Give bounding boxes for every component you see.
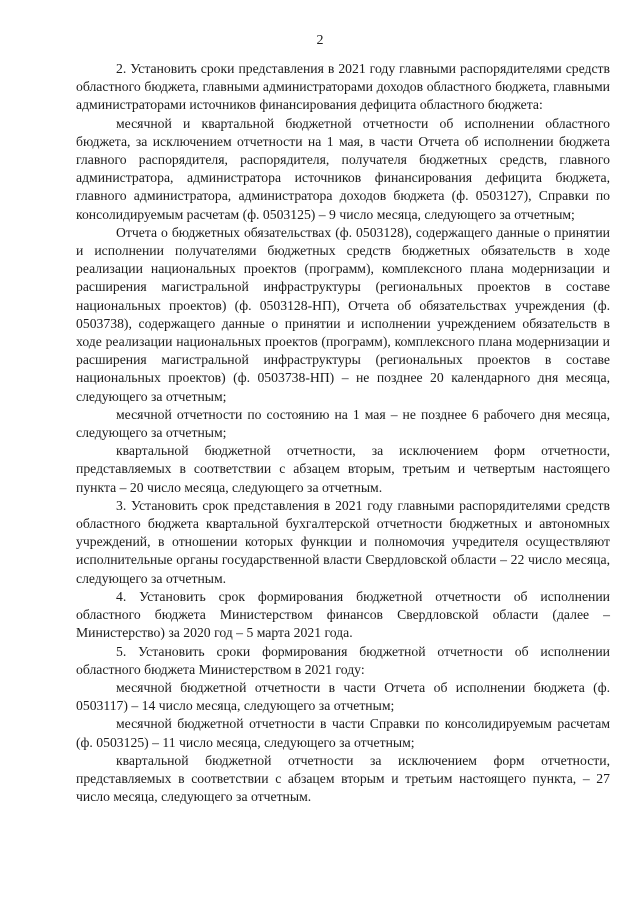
document-body <box>76 60 610 806</box>
page-number: 2 <box>316 33 324 48</box>
paragraph-quarterly-deadline: квартальной бюджетной отчетности, за исключением форм отчетности, представляемых в соответствии с абзацем вторым, третьим и четвертым настоящего пункта – 20 число месяца, следующего за отчетным. <box>76 443 610 495</box>
paragraph-may-deadline: месячной отчетности по состоянию на 1 мая – не позднее 6 рабочего дня месяца, следующего за отчетным; <box>76 406 610 441</box>
paragraph-monthly-quarterly-deadline: месячной и квартальной бюджетной отчетности об исполнении областного бюджета, за исключением отчетности на 1 мая, в части Отчета об исполнении бюджета главного распорядителя, распорядителя, получателя бюджетных средств, главного администратора, администратора источников финансирования дефицита бюджета, главного администратора, администратора доходов бюджета (ф. 0503127), Справки по консолидируемым расчетам (ф. 0503125) – 9 число месяца, следующего за отчетным; <box>76 115 610 222</box>
paragraph-item-5: 5. Установить сроки формирования бюджетной отчетности об исполнении областного бюджета Министерством в 2021 году: <box>76 643 610 677</box>
paragraph-quarterly-ministry-deadline: квартальной бюджетной отчетности за исключением форм отчетности, представляемых в соответствии с абзацем вторым и третьим настоящего пункта, – 27 число месяца, следующего за отчетным. <box>76 752 610 805</box>
paragraph-0503125-deadline: месячной бюджетной отчетности в части Справки по консолидируемым расчетам (ф. 0503125) – 11 число месяца, следующего за отчетным; <box>76 716 610 750</box>
paragraph-obligations-report-deadline: Отчета о бюджетных обязательствах (ф. 0503128), содержащего данные о принятии и исполнении получателями бюджетных средств бюджетных обязательств в ходе реализации национальных проектов (программ), комплексного плана модернизации и расширения магистральной инфраструктуры (региональных проектов в составе национальных проектов) (ф. 0503128-НП), Отчета об обязательствах учреждения (ф. 0503738), содержащего данные о принятии и исполнении учреждением обязательств в ходе реализации национальных проектов (программ), комплексного плана модернизации и расширения магистральной инфраструктуры (региональных проектов в составе национальных проектов) (ф. 0503738-НП) – не позднее 20 календарного дня месяца, следующего за отчетным; <box>76 224 610 404</box>
paragraph-item-3: 3. Установить срок представления в 2021 году главными распорядителями средств областного бюджета квартальной бухгалтерской отчетности бюджетных и автономных учреждений, в отношении которых функции и полномочия учредителя осуществляют исполнительные органы государственной власти Свердловской области – 22 число месяца, следующего за отчетным. <box>76 497 610 586</box>
paragraph-0503117-deadline: месячной бюджетной отчетности в части Отчета об исполнении бюджета (ф. 0503117) – 14 число месяца, следующего за отчетным; <box>76 679 610 714</box>
paragraph-item-2: 2. Установить сроки представления в 2021 году главными распорядителями средств областного бюджета, главными администраторами доходов областного бюджета, главными администраторами источников финансирования дефицита областного бюджета: <box>76 61 610 113</box>
paragraph-item-4: 4. Установить срок формирования бюджетной отчетности об исполнении областного бюджета Министерством финансов Свердловской области (далее – Министерство) за 2020 год – 5 марта 2021 года. <box>76 588 610 641</box>
